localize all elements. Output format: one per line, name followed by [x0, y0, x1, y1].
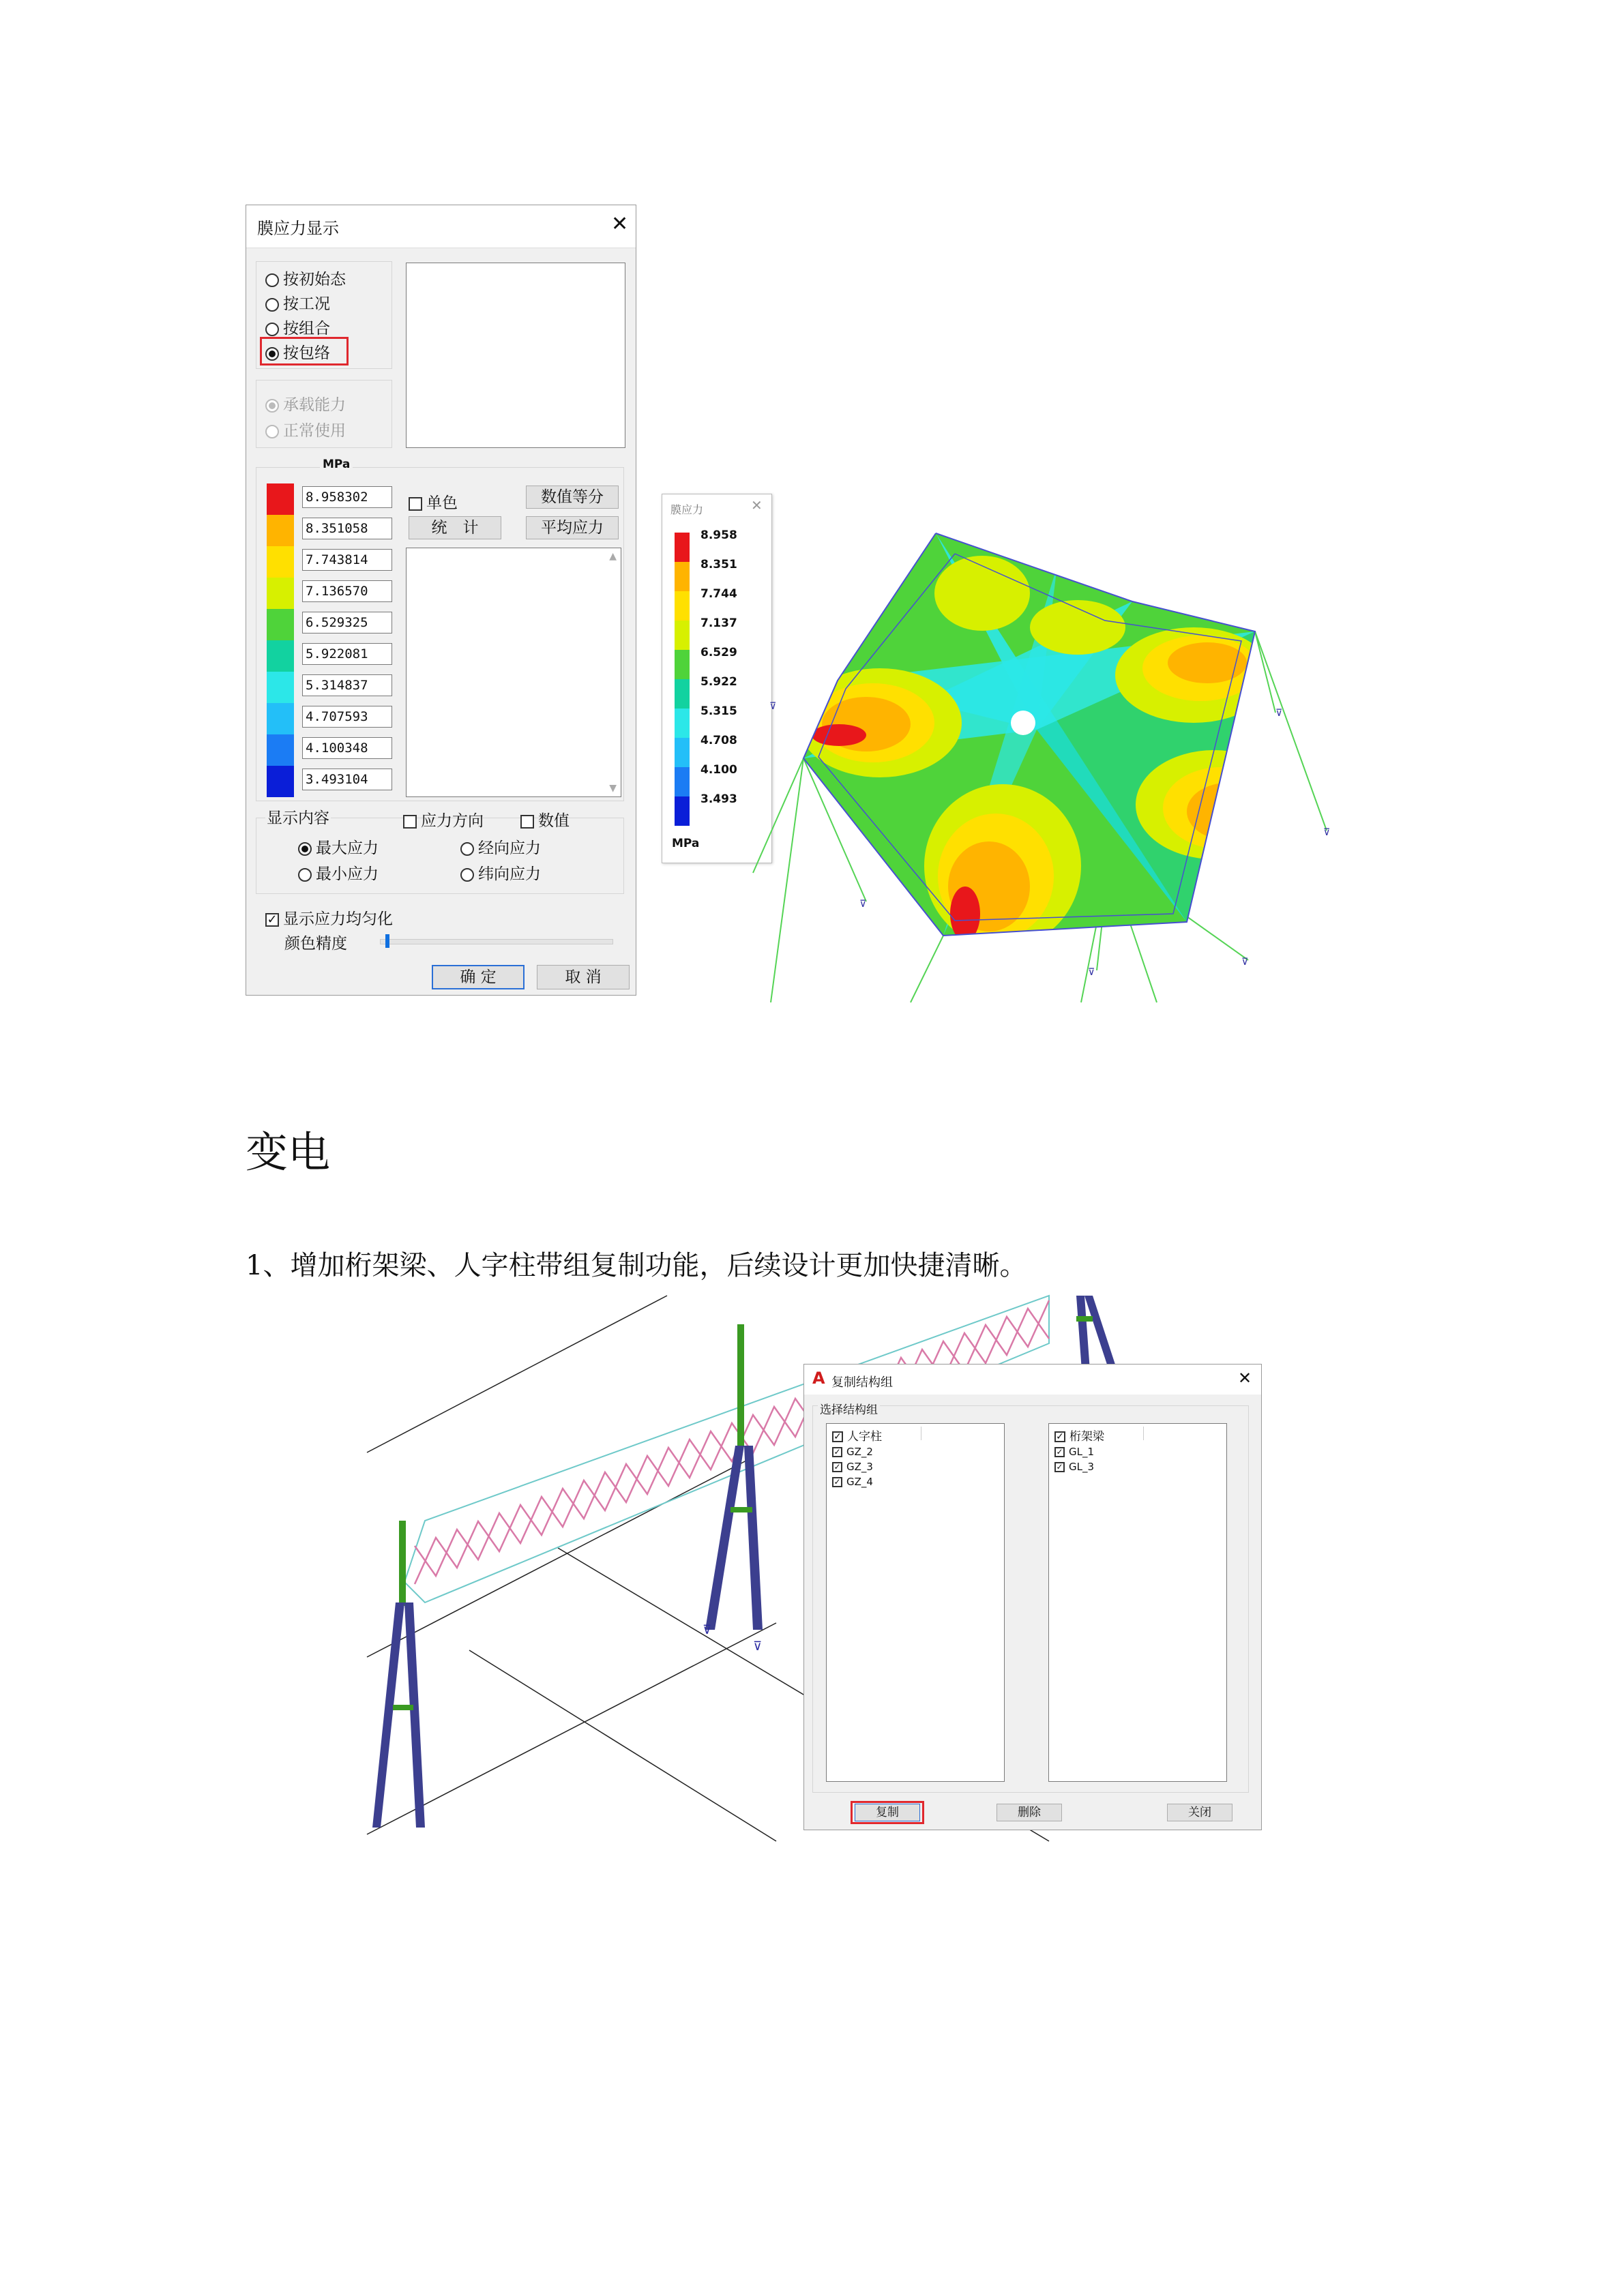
copy-button[interactable]: 复制 [855, 1804, 920, 1821]
scale-color-swatch [267, 578, 294, 609]
checkbox-icon [403, 815, 417, 829]
legend-color-swatch [675, 709, 690, 738]
precision-slider[interactable] [380, 939, 613, 944]
unit-label: MPa [320, 458, 353, 471]
mode-radio-combo[interactable]: 按组合 [265, 316, 330, 338]
scale-value-field[interactable]: 4.707593 [302, 706, 392, 728]
radio-icon [265, 347, 279, 361]
checkbox-icon: ✓ [832, 1447, 842, 1457]
content-radio-warp[interactable]: 经向应力 [460, 835, 541, 858]
radio-icon [460, 868, 474, 882]
checkbox-icon: ✓ [265, 913, 279, 927]
close-icon[interactable]: ✕ [751, 497, 763, 513]
scale-value-field[interactable]: 7.743814 [302, 549, 392, 571]
uniform-checkbox[interactable]: ✓ 显示应力均匀化 [265, 906, 393, 929]
radio-icon [265, 323, 279, 336]
ok-button[interactable]: 确 定 [432, 965, 525, 989]
mono-checkbox[interactable]: 单色 [409, 490, 458, 513]
group-label: 选择结构组 [818, 1400, 880, 1417]
legend-value: 7.744 [700, 587, 737, 601]
mode-radio-envelope[interactable]: 按包络 [265, 340, 330, 363]
scale-color-swatch [267, 546, 294, 578]
column-group-list[interactable] [826, 1423, 1005, 1782]
radio-icon [265, 399, 279, 413]
legend-value: 5.922 [700, 675, 737, 689]
copy-structure-group-dialog [803, 1364, 1262, 1830]
legend-color-swatch [675, 650, 690, 679]
equal-split-button[interactable]: 数值等分 [526, 486, 619, 509]
svg-text:⊽: ⊽ [1241, 957, 1249, 968]
legend-value: 8.351 [700, 558, 737, 571]
precision-label: 颜色精度 [284, 935, 347, 953]
svg-text:⊽: ⊽ [769, 701, 777, 712]
statistics-list[interactable] [406, 548, 621, 797]
legend-color-swatch [675, 562, 690, 591]
checkbox-icon [520, 815, 534, 829]
color-scale-bar [267, 483, 294, 797]
radio-icon [265, 273, 279, 287]
group-list-item[interactable]: ✓ GZ_2 [832, 1446, 873, 1458]
capacity-radio-service[interactable]: 正常使用 [265, 418, 346, 441]
numeric-checkbox[interactable]: 数值 [520, 808, 570, 831]
legend-color-swatch [675, 533, 690, 562]
scale-value-field[interactable]: 4.100348 [302, 737, 392, 759]
section-heading: 变电 [246, 1127, 331, 1177]
svg-text:⊽: ⊽ [1088, 967, 1095, 978]
legend-color-swatch [675, 796, 690, 826]
close-icon[interactable]: ✕ [1238, 1369, 1252, 1388]
close-button[interactable]: 关闭 [1167, 1804, 1232, 1821]
membrane-stress-plot [769, 505, 1391, 1002]
scale-value-field[interactable]: 3.493104 [302, 769, 392, 790]
legend-value: 4.100 [700, 763, 737, 777]
svg-text:⊽: ⊽ [753, 1639, 763, 1654]
scale-value-field[interactable]: 6.529325 [302, 612, 392, 633]
cancel-button[interactable]: 取 消 [537, 965, 630, 989]
scale-value-field[interactable]: 5.314837 [302, 674, 392, 696]
mode-radio-case[interactable]: 按工况 [265, 291, 330, 314]
checkbox-icon: ✓ [1054, 1462, 1065, 1472]
capacity-radio-ultimate[interactable]: 承载能力 [265, 392, 346, 415]
svg-text:⊽: ⊽ [859, 899, 867, 910]
membrane-stress-dialog [246, 205, 636, 996]
group-list-item[interactable]: ✓ GZ_4 [832, 1476, 873, 1488]
scale-color-swatch [267, 734, 294, 766]
close-icon[interactable]: ✕ [611, 212, 629, 236]
legend-unit: MPa [672, 837, 700, 850]
legend-value: 3.493 [700, 792, 737, 806]
direction-checkbox[interactable]: 应力方向 [403, 808, 484, 831]
scale-color-swatch [267, 640, 294, 672]
column-group-header[interactable]: ✓ 人字柱 [832, 1427, 882, 1444]
section-paragraph: 1、增加桁架梁、人字柱带组复制功能，后续设计更加快捷清晰。 [246, 1250, 1027, 1281]
legend-color-swatch [675, 621, 690, 650]
app-logo-icon: A [812, 1369, 825, 1388]
legend-color-bar [675, 533, 690, 826]
header-divider [1143, 1427, 1144, 1440]
legend-value: 5.315 [700, 704, 737, 718]
svg-text:⊽: ⊽ [1275, 708, 1283, 719]
scale-value-field[interactable]: 7.136570 [302, 580, 392, 602]
legend-value: 4.708 [700, 734, 737, 747]
legend-color-swatch [675, 591, 690, 621]
scroll-up-icon[interactable]: ▲ [609, 551, 617, 562]
svg-text:⊽: ⊽ [703, 1623, 712, 1637]
beam-group-list[interactable] [1048, 1423, 1227, 1782]
radio-icon [265, 298, 279, 312]
content-label: 显示内容 [265, 805, 331, 828]
checkbox-icon [409, 497, 422, 511]
mode-radio-initial[interactable]: 按初始态 [265, 267, 346, 289]
case-list[interactable] [406, 263, 625, 448]
a-frame-column-middle [703, 1324, 763, 1654]
scale-color-swatch [267, 703, 294, 734]
scale-value-field[interactable]: 8.351058 [302, 518, 392, 539]
legend-color-swatch [675, 767, 690, 796]
scale-color-swatch [267, 672, 294, 703]
stress-legend [662, 494, 772, 863]
scale-color-swatch [267, 483, 294, 515]
radio-icon [265, 425, 279, 438]
legend-color-swatch [675, 738, 690, 767]
dialog-title: 复制结构组 [831, 1375, 893, 1390]
radio-icon [460, 842, 474, 856]
group-list-item[interactable]: ✓ GL_3 [1054, 1461, 1094, 1473]
content-radio-weft[interactable]: 纬向应力 [460, 861, 541, 884]
content-radio-min[interactable]: 最小应力 [298, 861, 379, 884]
dialog-title: 膜应力显示 [257, 219, 339, 238]
checkbox-icon: ✓ [1054, 1431, 1065, 1442]
scale-color-swatch [267, 609, 294, 640]
legend-value: 8.958 [700, 528, 737, 542]
scale-value-field[interactable]: 8.958302 [302, 486, 392, 508]
legend-color-swatch [675, 679, 690, 709]
checkbox-icon: ✓ [832, 1477, 842, 1487]
radio-icon [298, 842, 312, 856]
checkbox-icon: ✓ [1054, 1447, 1065, 1457]
scale-color-swatch [267, 515, 294, 546]
checkbox-icon: ✓ [832, 1431, 843, 1442]
svg-text:⊽: ⊽ [1323, 827, 1331, 838]
a-frame-column-left [372, 1521, 425, 1828]
radio-icon [298, 868, 312, 882]
average-stress-button[interactable]: 平均应力 [526, 516, 619, 539]
delete-button[interactable]: 删除 [996, 1804, 1062, 1821]
beam-group-header[interactable]: ✓ 桁架梁 [1054, 1427, 1104, 1444]
content-radio-max[interactable]: 最大应力 [298, 835, 379, 858]
a-frame-column-right [1076, 1296, 1117, 1371]
legend-title: 膜应力 [670, 503, 704, 516]
legend-value: 6.529 [700, 646, 737, 659]
scale-color-swatch [267, 766, 294, 797]
group-list-item[interactable]: ✓ GZ_3 [832, 1461, 873, 1473]
scale-value-field[interactable]: 5.922081 [302, 643, 392, 665]
statistics-button[interactable]: 统 计 [409, 516, 501, 539]
checkbox-icon: ✓ [832, 1462, 842, 1472]
group-list-item[interactable]: ✓ GL_1 [1054, 1446, 1094, 1458]
scroll-down-icon[interactable]: ▼ [609, 783, 617, 794]
legend-value: 7.137 [700, 616, 737, 630]
slider-thumb[interactable] [385, 934, 389, 948]
